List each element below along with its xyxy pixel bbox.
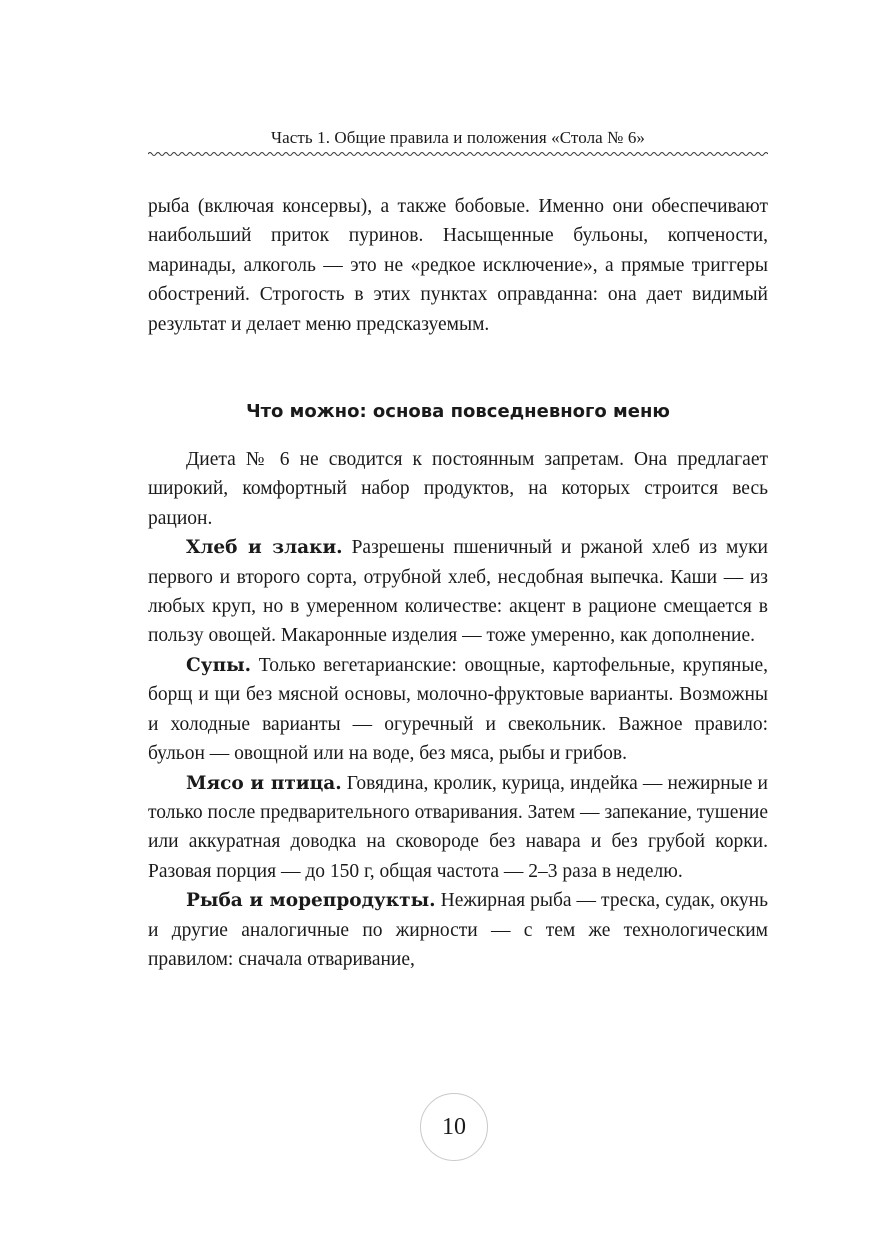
page-number-badge: [420, 1093, 488, 1161]
item-lead-bread: Хлеб и злаки.: [186, 537, 343, 559]
item-paragraph-bread: [148, 533, 768, 651]
intro-paragraph: рыба (включая консервы), а также бобовые. Именно они обеспечивают наибольший приток пуринов. Насыщенные бульоны, копчености, маринады, алкоголь — это не «редкое исключение», а прямые триггеры обострений. Строгость в этих пунктах оправданна: она дает видимый результат и делает меню предсказуемым.: [148, 196, 768, 335]
header-wavy-rule: [148, 150, 768, 158]
item-paragraph-meat: [148, 769, 768, 887]
item-lead-meat: Мясо и птица.: [186, 772, 342, 794]
item-paragraph-fish: [148, 886, 768, 974]
item-text-bread: Разрешены пшеничный и ржаной хлеб из муки первого и второго сорта, отрубной хлеб, несдобная выпечка. Каши — из любых круп, но в умеренном количестве: акцент в рационе смещается в пользу овощей. Макаронные изделия — тоже умеренно, как дополнение.: [148, 537, 768, 647]
section-intro-paragraph: Диета № 6 не сводится к постоянным запретам. Она предлагает широкий, комфортный набор продуктов, на которых строится весь рацион.: [148, 449, 768, 529]
running-head: Часть 1. Общие правила и положения «Стола № 6»: [270, 128, 646, 147]
item-lead-fish: Рыба и морепродукты.: [186, 890, 436, 912]
item-paragraph-soups: [148, 651, 768, 769]
section-heading: Что можно: основа повседневного меню: [246, 401, 670, 423]
item-text-fish: Нежирная рыба — треска, судак, окунь и другие аналогичные по жирности — с тем же технологическим правилом: сначала отваривание,: [148, 890, 768, 970]
item-lead-soups: Супы.: [186, 654, 252, 676]
item-text-meat: Говядина, кролик, курица, индейка — нежирные и только после предварительного отваривания. Затем — запекание, тушение или аккуратная доводка на сковороде без навара и без грубой корки. Разовая порция — до 150 г, общая частота — 2–3 раза в неделю.: [148, 772, 768, 882]
page-body: [148, 192, 768, 974]
page-number: 10: [442, 1113, 466, 1140]
item-text-soups: Только вегетарианские: овощные, картофельные, крупяные, борщ и щи без мясной основы, молочно-фруктовые варианты. Возможны и холодные варианты — огуречный и свекольник. Важное правило: бульон — овощной или на воде, без мяса, рыбы и грибов.: [148, 654, 768, 765]
